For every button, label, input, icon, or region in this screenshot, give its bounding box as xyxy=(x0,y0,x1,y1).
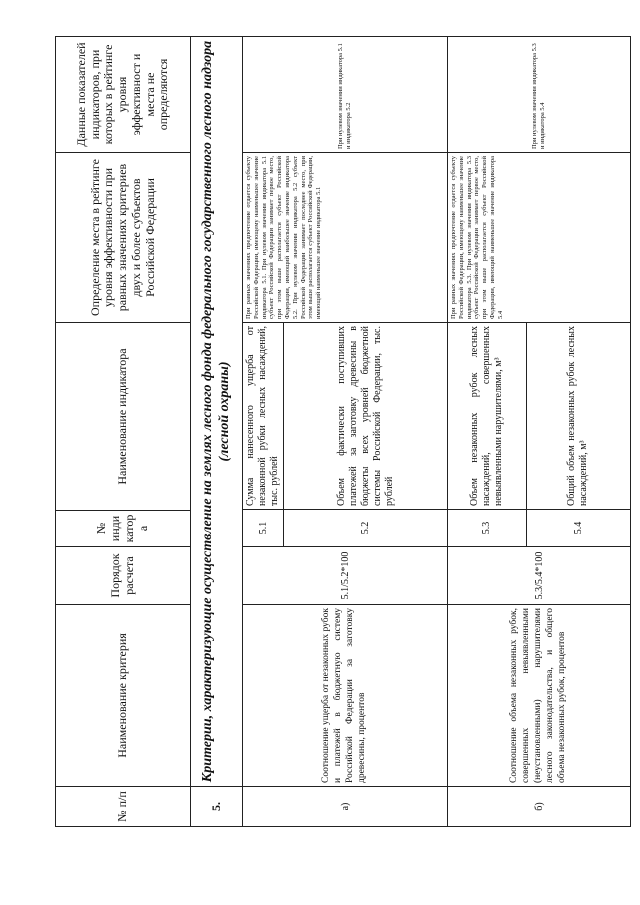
indicator-num: 5.1 xyxy=(243,510,284,547)
indicator-name: Сумма нанесенного ущерба от незаконной рубки лесных насаждений, тыс. рублей xyxy=(243,323,284,510)
indicator-num: 5.2 xyxy=(284,510,448,547)
row-num: б) xyxy=(448,787,631,827)
header-place: Определение места в рейтинге уровня эффективности при равных значениях критериев двух и более субъектов Российской Федерации xyxy=(56,153,191,323)
place-cell: При равных значениях предпочтение отдается субъекту Российской Федерации, имеющему наименьшее значение индикатора 5.3. При нулевом значении индикатора 5.3 субъект Российской Федерации занимает первое место, при этом выше располагается субъект Российской Федерации, имеющий наименьшее значение индикатора 5.4 xyxy=(448,153,631,323)
section-number: 5. xyxy=(191,787,243,827)
header-calc: Порядок расчета xyxy=(56,547,191,605)
table-row xyxy=(448,37,631,827)
header-row xyxy=(56,37,191,827)
data-cell: При нулевом значении индикатора 5.3 и индикатора 5.4 xyxy=(448,37,631,153)
rotated-table-wrapper xyxy=(55,37,630,827)
table-row xyxy=(243,37,448,827)
indicator-subtable xyxy=(448,323,630,546)
indicator-subtable xyxy=(243,323,447,546)
header-indicator-num: № инди катор а xyxy=(56,511,191,547)
row-num: а) xyxy=(243,787,448,827)
criterion-cell: Соотношение ущерба от незаконных рубок и платежей в бюджетную систему Российской Федерации за заготовку древесины, процентов xyxy=(243,605,448,787)
indicator-name: Объем незаконных рубок лесных насаждений, совершенных невыявленными нарушителями, м³ xyxy=(448,323,526,510)
section-row xyxy=(191,37,243,827)
indicator-group xyxy=(243,323,448,547)
indicator-group xyxy=(448,323,631,547)
header-criterion: Наименование критерия xyxy=(56,605,191,787)
criteria-table xyxy=(55,36,631,827)
data-cell: При нулевом значении индикатора 5.1 и индикатора 5.2 xyxy=(243,37,448,153)
criterion-cell: Соотношение объема незаконных рубок, совершенных невыявленными (неустановленными) нарушителями лесного законодательства, и общего объема незаконных рубок, процентов xyxy=(448,605,631,787)
section-title: Критерии, характеризующие осуществление на землях лесного фонда федерального государственного лесного надзора (лесной охраны) xyxy=(191,37,243,787)
indicator-name: Общий объем незаконных рубок лесных насаждений, м³ xyxy=(566,326,590,506)
indicator-name: Объем фактически поступивших платежей за заготовку древесины в бюджеты всех уровней бюджетной системы Российской Федерации, тыс. рублей xyxy=(335,326,395,506)
place-cell: При равных значениях предпочтение отдается субъекту Российской Федерации, имеющему наименьшее значение индикатора 5.1. При нулевом значении индикатора 5.1 субъект Российской Федерации занимает первое место, при этом выше располагается субъект Российской Федерации, имеющий наибольшее значение индикатора 5.2. При нулевом значении индикатора 5.2 субъект Российской Федерации занимает последнее место, при этом выше располагается субъект Российской Федерации, имеющий наименьшее значение индикатора 5.1 xyxy=(243,153,448,323)
header-indicator-name: Наименование индикатора xyxy=(56,323,191,511)
calc-cell: 5.1/5.2*100 xyxy=(243,547,448,605)
header-num: № п/п xyxy=(56,787,191,827)
indicator-num: 5.4 xyxy=(526,510,630,547)
calc-cell: 5.3/5.4*100 xyxy=(448,547,631,605)
header-data: Данные показателей индикаторов, при которых в рейтинге уровня эффективност и места не определяются xyxy=(56,37,191,153)
indicator-num: 5.3 xyxy=(448,510,526,547)
